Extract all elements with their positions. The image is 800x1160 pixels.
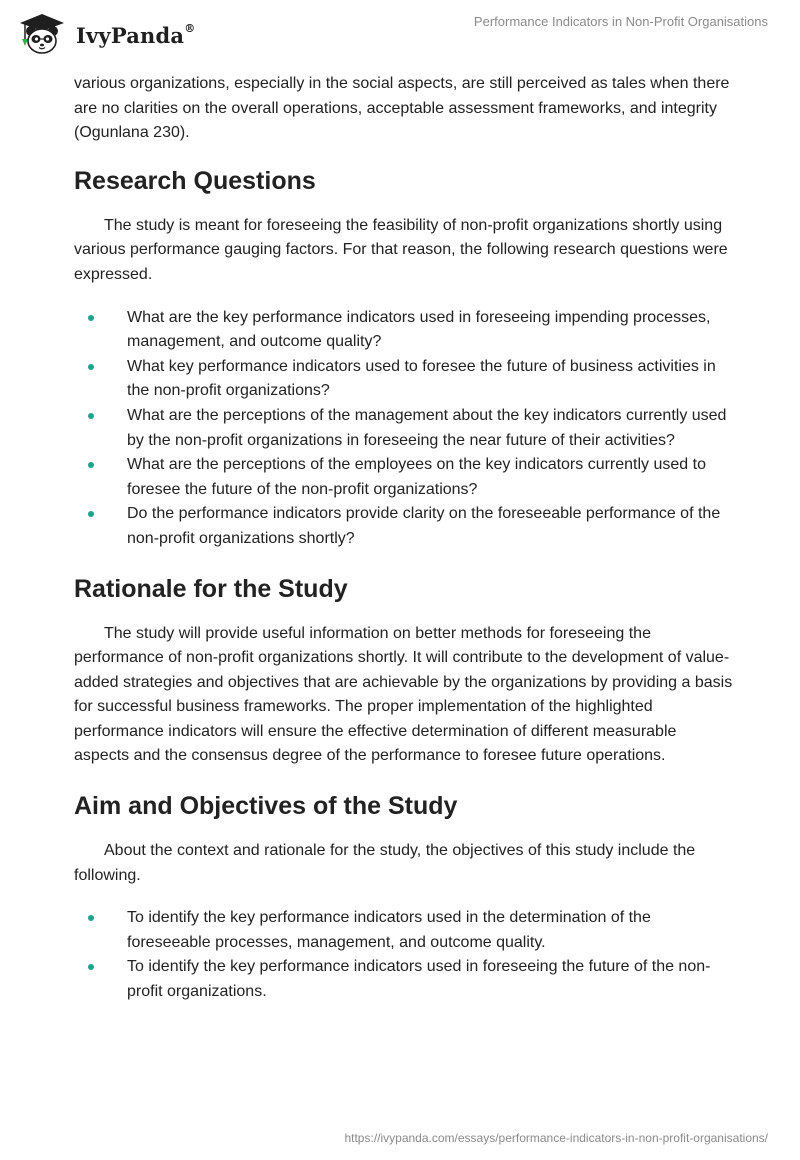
bullet-icon: [88, 511, 94, 517]
rationale-paragraph: The study will provide useful information on better methods for foreseeing the performance of non-profit organizations shortly. It will contribute to the development of value-added strategies and objectives that are achievable by the organizations by providing a basis for successful business frameworks. The proper implementation of the highlighted performance indicators will ensure the effective determination of different measurable aspects and the consensus degree of the performance to foresee future operations.: [74, 624, 733, 765]
page-header: [0, 0, 800, 70]
bullet-icon: [88, 413, 94, 419]
list-item: What are the key performance indicators used in foreseeing impending processes, management, and outcome quality?: [74, 306, 734, 355]
brand-logo[interactable]: [14, 8, 204, 58]
bullet-icon: [88, 915, 94, 921]
bullet-icon: [88, 964, 94, 970]
document-title: Performance Indicators in Non-Profit Organisations: [473, 14, 768, 29]
research-questions-list: [74, 306, 734, 552]
bullet-icon: [88, 462, 94, 468]
registered-mark: ®: [184, 21, 196, 35]
list-item: What key performance indicators used to foresee the future of business activities in the non-profit organizations?: [74, 355, 734, 404]
panda-graduate-icon: [14, 9, 70, 57]
aims-paragraph: About the context and rationale for the study, the objectives of this study include the following.: [74, 842, 696, 884]
article-body: [74, 70, 734, 1005]
bullet-icon: [88, 315, 94, 321]
bullet-icon: [88, 364, 94, 370]
research-questions-paragraph: The study is meant for foreseeing the feasibility of non-profit organizations shortly using various performance gauging factors. For that reason, the following research questions were expressed.: [74, 216, 728, 283]
source-url-link[interactable]: https://ivypanda.com/essays/performance-indicators-in-non-profit-organisations/: [344, 1131, 768, 1145]
list-item: Do the performance indicators provide clarity on the foreseeable performance of the non-profit organizations shortly?: [74, 502, 734, 551]
intro-paragraph: various organizations, especially in the social aspects, are still perceived as tales when there are no clarities on the overall operations, acceptable assessment frameworks, and integrity (Ogunlana 230).: [74, 75, 730, 142]
objectives-list: [74, 906, 734, 1004]
list-item: To identify the key performance indicators used in foreseeing the future of the non-profit organizations.: [74, 955, 734, 1004]
list-item: What are the perceptions of the employees on the key indicators currently used to foresee the future of the non-profit organizations?: [74, 453, 734, 502]
heading-rationale: Rationale for the Study: [74, 574, 348, 603]
heading-aims-objectives: Aim and Objectives of the Study: [74, 792, 458, 821]
list-item: To identify the key performance indicators used in the determination of the foreseeable processes, management, and outcome quality.: [74, 906, 734, 955]
list-item: What are the perceptions of the management about the key indicators currently used by the non-profit organizations in foreseeing the near future of their activities?: [74, 404, 734, 453]
heading-research-questions: Research Questions: [74, 166, 316, 195]
brand-name: IvyPanda®: [76, 21, 196, 48]
